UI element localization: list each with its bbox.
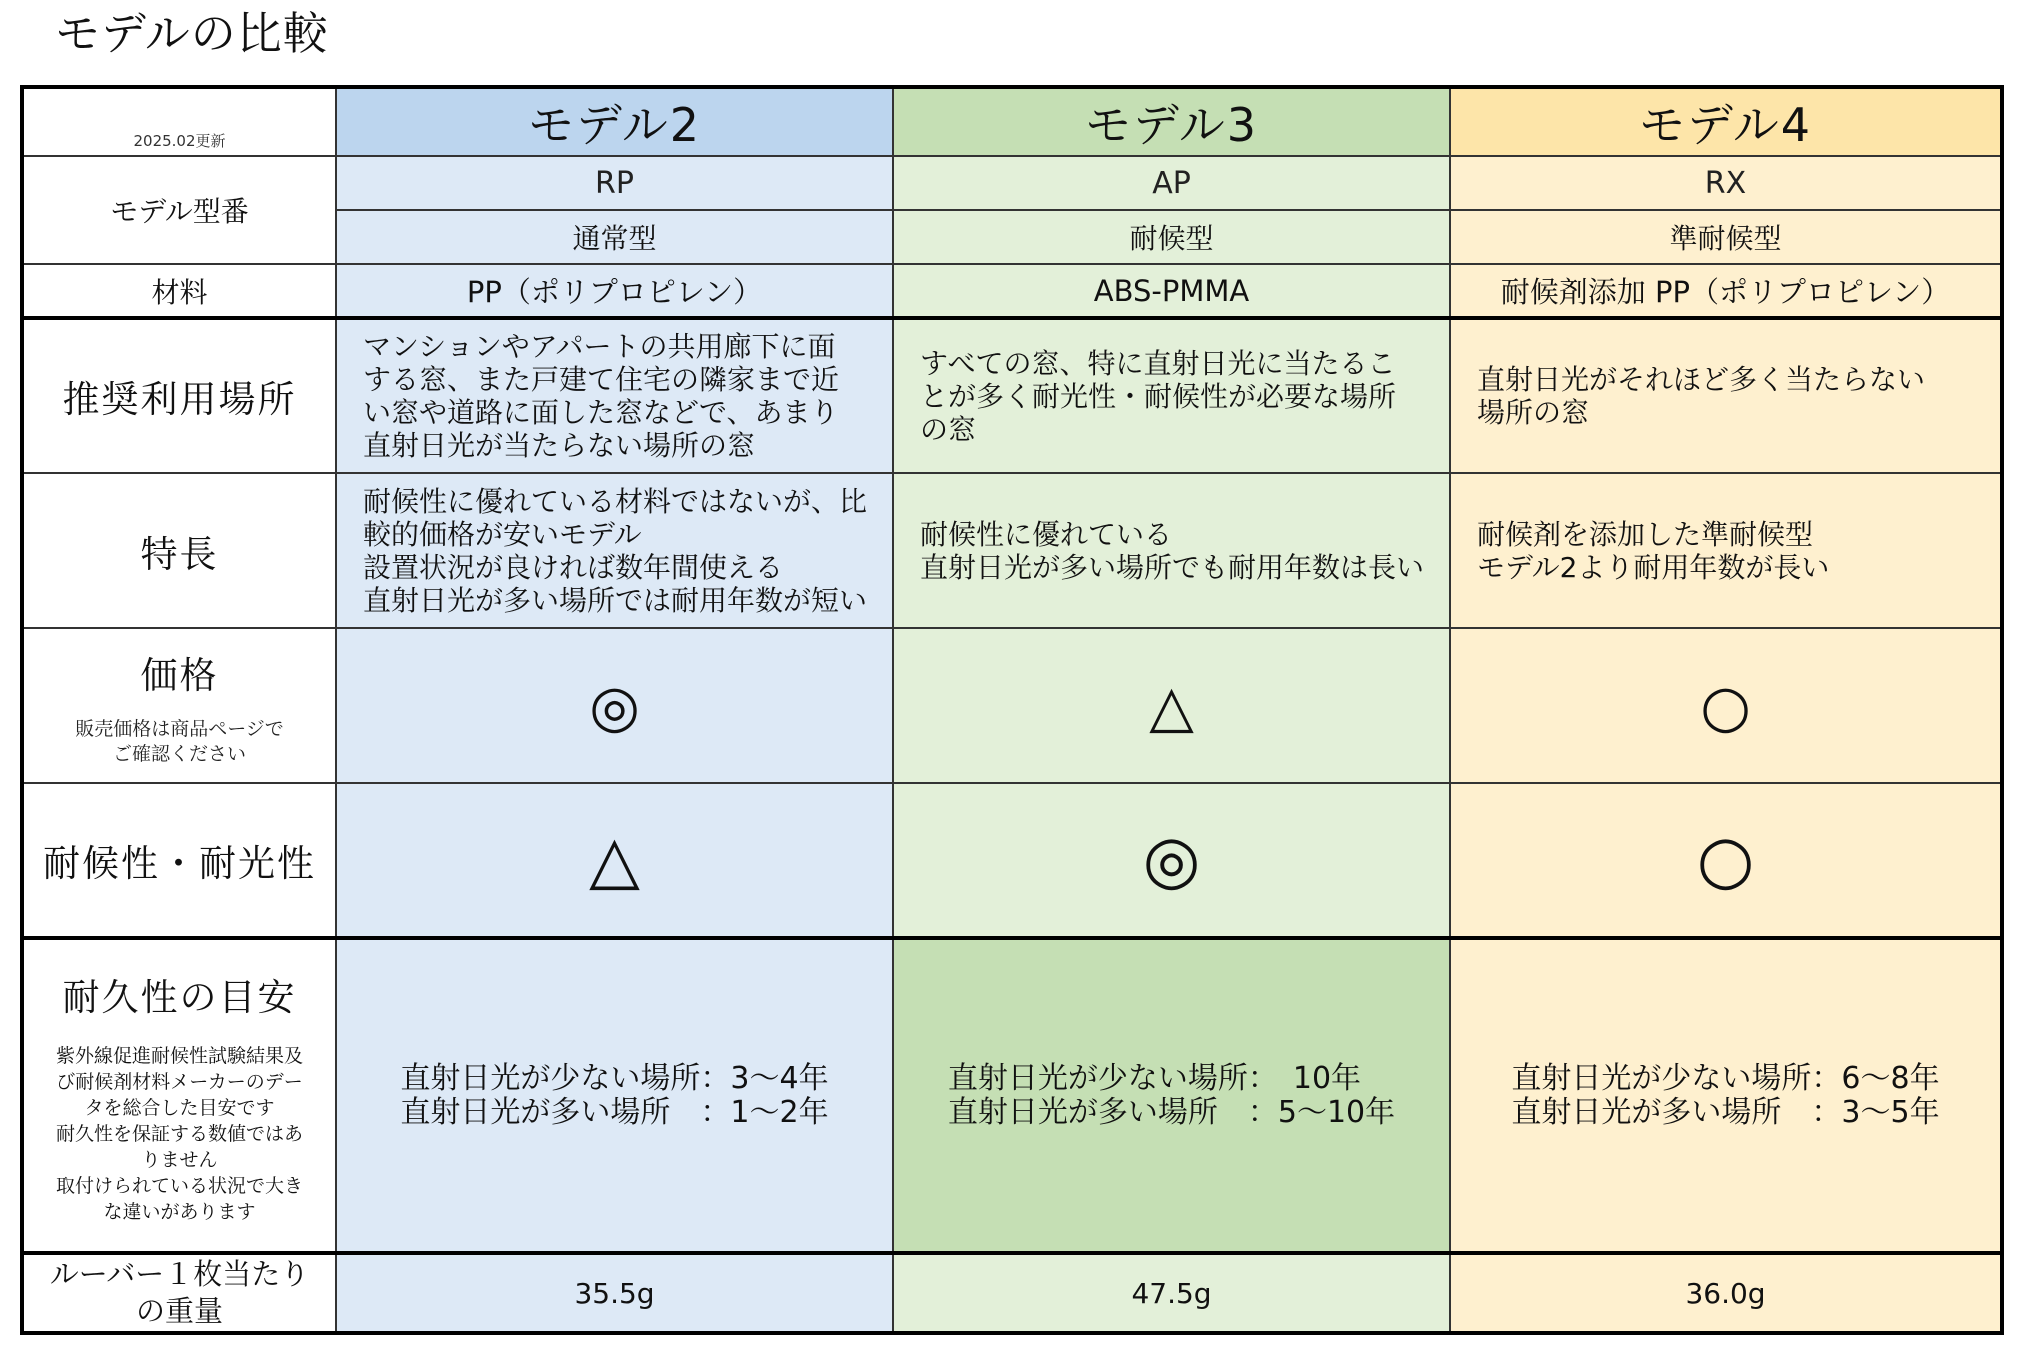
model-4-code: RX xyxy=(1450,156,2002,210)
model-4-durability: 直射日光が少ない場所：6～8年 直射日光が多い場所 ：3～5年 xyxy=(1511,1060,1940,1130)
model-4-features: 耐候剤を添加した準耐候型 モデル2より耐用年数が長い xyxy=(1450,473,2002,628)
model-3-location: すべての窓、特に直射日光に当たるこ とが多く耐光性・耐候性が必要な場所 の窓 xyxy=(893,318,1450,473)
location-row xyxy=(22,318,2002,473)
model-code-row xyxy=(22,156,2002,210)
durability-label: 耐久性の目安 xyxy=(62,975,297,1019)
model-2-location: マンションやアパートの共用廊下に面 する窓、また戸建て住宅の隣家まで近 い窓や道路に面した窓などで、あまり 直射日光が当たらない場所の窓 xyxy=(336,318,893,473)
model-2-durability-cell xyxy=(336,938,893,1253)
weight-row xyxy=(22,1253,2002,1333)
model-4-weight: 36.0g xyxy=(1450,1253,2002,1333)
material-row xyxy=(22,264,2002,318)
model-2-price-rating: ◎ xyxy=(336,628,893,783)
model-4-price-rating: ○ xyxy=(1450,628,2002,783)
durability-label-cell xyxy=(22,938,336,1253)
model-3-features: 耐候性に優れている 直射日光が多い場所でも耐用年数は長い xyxy=(893,473,1450,628)
model-4-type: 準耐候型 xyxy=(1450,210,2002,264)
header-row xyxy=(22,87,2002,156)
model-2-material: PP（ポリプロピレン） xyxy=(336,264,893,318)
model-2-features: 耐候性に優れている材料ではないが、比 較的価格が安いモデル 設置状況が良ければ数年間使える 直射日光が多い場所では耐用年数が短い xyxy=(336,473,893,628)
model-3-price-rating: △ xyxy=(893,628,1450,783)
model-4-header: モデル4 xyxy=(1450,87,2002,156)
model-4-location: 直射日光がそれほど多く当たらない 場所の窓 xyxy=(1450,318,2002,473)
model-2-code: RP xyxy=(336,156,893,210)
weight-label: ルーバー１枚当たり の重量 xyxy=(22,1253,336,1333)
model-3-durability-cell xyxy=(893,938,1450,1253)
model-4-material: 耐候剤添加 PP（ポリプロピレン） xyxy=(1450,264,2002,318)
features-row xyxy=(22,473,2002,628)
price-note: 販売価格は商品ページで ご確認ください xyxy=(75,717,284,765)
features-label: 特長 xyxy=(22,473,336,628)
model-2-type: 通常型 xyxy=(336,210,893,264)
model-2-weather-rating: △ xyxy=(336,783,893,938)
model-3-type: 耐候型 xyxy=(893,210,1450,264)
model-4-durability-cell xyxy=(1450,938,2002,1253)
updated-date: 2025.02更新 xyxy=(22,87,336,156)
price-label: 価格 xyxy=(140,653,219,697)
model-3-weight: 47.5g xyxy=(893,1253,1450,1333)
model-3-header: モデル3 xyxy=(893,87,1450,156)
price-row xyxy=(22,628,2002,783)
weather-label: 耐候性・耐光性 xyxy=(22,783,336,938)
model-4-weather-rating: ○ xyxy=(1450,783,2002,938)
model-number-label: モデル型番 xyxy=(22,156,336,264)
model-2-weight: 35.5g xyxy=(336,1253,893,1333)
location-label: 推奨利用場所 xyxy=(22,318,336,473)
weather-row xyxy=(22,783,2002,938)
model-3-code: AP xyxy=(893,156,1450,210)
model-3-material: ABS-PMMA xyxy=(893,264,1450,318)
material-label: 材料 xyxy=(22,264,336,318)
durability-row xyxy=(22,938,2002,1253)
page-title: モデルの比較 xyxy=(55,7,329,60)
price-label-cell xyxy=(22,628,336,783)
model-3-durability: 直射日光が少ない場所： 10年 直射日光が多い場所 ：5～10年 xyxy=(947,1060,1396,1130)
model-3-weather-rating: ◎ xyxy=(893,783,1450,938)
model-2-durability: 直射日光が少ない場所：3～4年 直射日光が多い場所 ：1～2年 xyxy=(400,1060,829,1130)
model-2-header: モデル2 xyxy=(336,87,893,156)
model-comparison-table xyxy=(20,85,2004,1335)
durability-note: 紫外線促進耐候性試験結果及 び耐候剤材料メーカーのデー タを総合した目安です 耐久性を保証する数値ではあ りません 取付けられている状況で大き な違いがあります xyxy=(55,1044,303,1223)
